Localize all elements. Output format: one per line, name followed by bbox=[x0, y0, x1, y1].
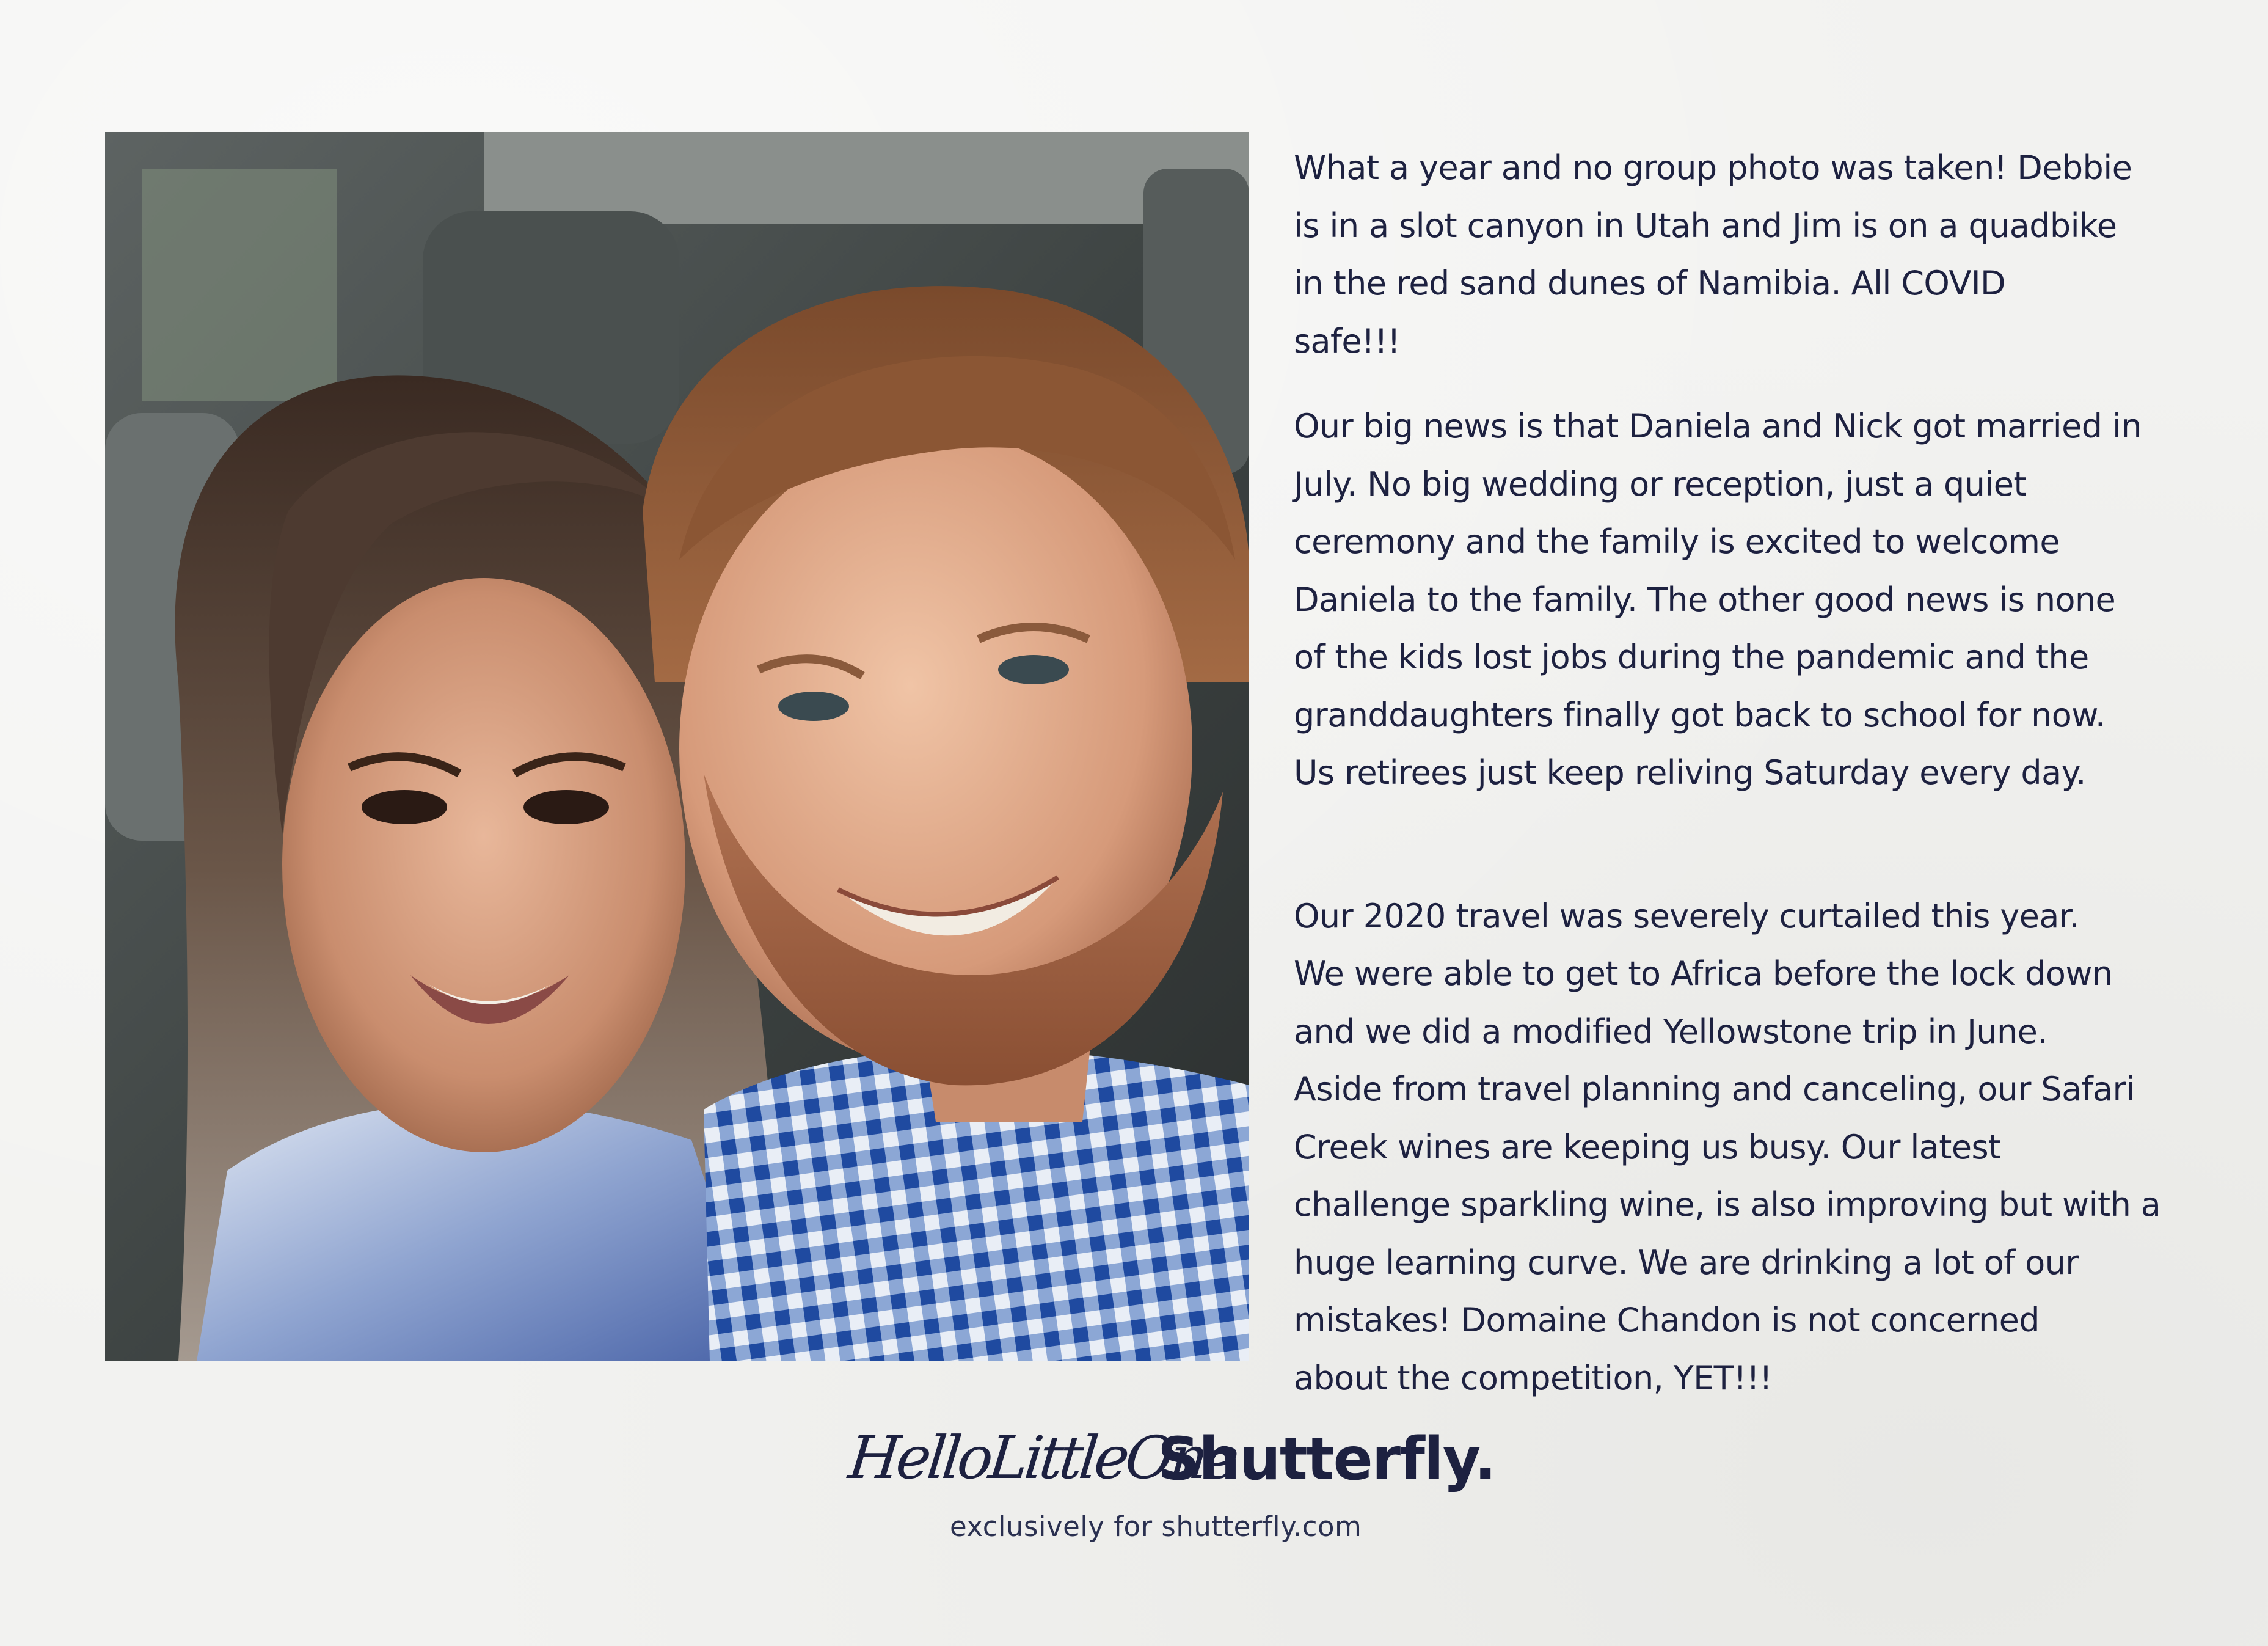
paragraph-news: Our big news is that Daniela and Nick got married in July. No big wedding or reception, just a quiet ceremony and the family is excited to welcome Daniela to the family. The other good news is none of the kids lost jobs during the pandemic and the granddaughters finally got back to school for now. Us retirees just keep reliving Saturday every day. bbox=[1294, 407, 2142, 792]
couple-photo bbox=[105, 132, 1249, 1361]
branding bbox=[845, 1411, 1495, 1552]
hello-little-one-logo: HelloLittleOne bbox=[845, 1424, 1239, 1492]
tagline: exclusively for shutterfly.com bbox=[950, 1510, 1362, 1543]
message-text bbox=[1294, 139, 2222, 1407]
shutterfly-logo: Shutterfly. bbox=[1158, 1425, 1495, 1493]
paragraph-travel: Our 2020 travel was severely curtailed this year. We were able to get to Africa before the lock down and we did a modified Yellowstone trip in June. Aside from travel planning and canceling, our Safari Creek wines are keeping us busy. Our latest challenge sparkling wine, is also improving but with a huge learning curve. We are drinking a lot of our mistakes! Domaine Chandon is not concerned about the competition, YET!!! bbox=[1294, 896, 2161, 1397]
paragraph-intro: What a year and no group photo was taken! Debbie is in a slot canyon in Utah and Jim is on a quadbike in the red sand dunes of Namibia. All COVID safe!!! bbox=[1294, 148, 2132, 360]
